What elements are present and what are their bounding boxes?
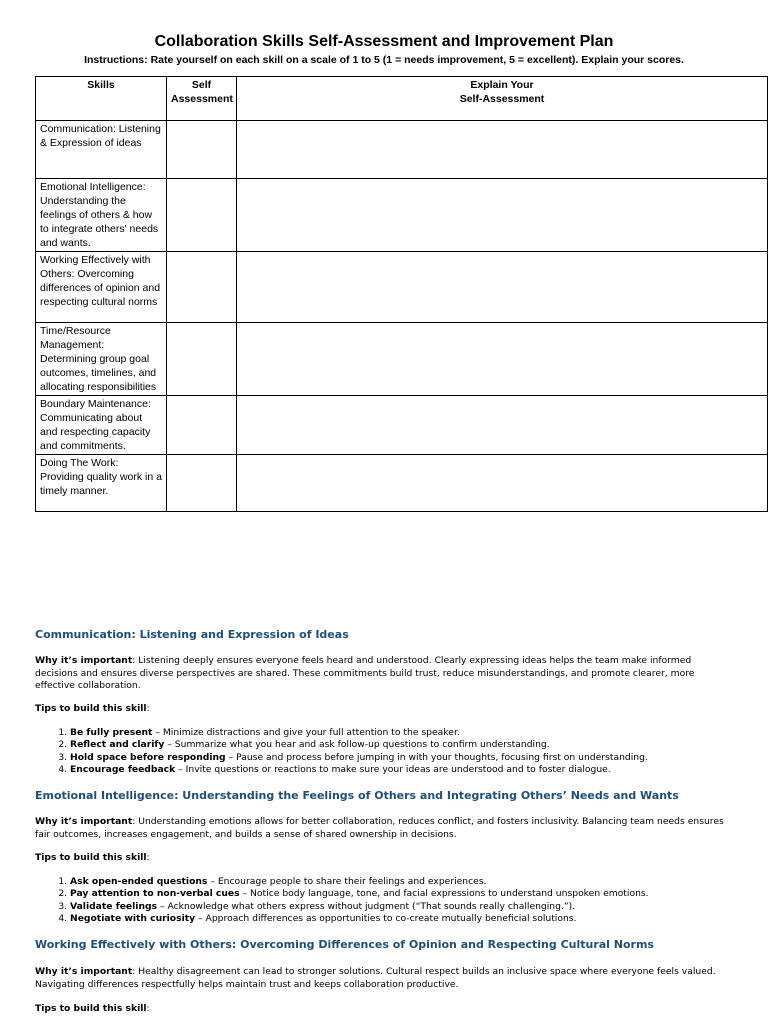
- explain-cell[interactable]: [237, 455, 768, 512]
- list-item: 1. Be fully present – Minimize distractions and give your full attention to the speaker.: [70, 727, 768, 739]
- skill-cell: Doing The Work: Providing quality work in a timely manner.: [36, 455, 167, 512]
- table-row: [36, 252, 768, 323]
- table-row: [36, 323, 768, 396]
- why-important-communication: Why it’s important: Listening deeply ensures everyone feels heard and understood. Clearly expressing ideas helps the team make informed decisions and ensures diverse perspectives are shared. These commitments build trust, reduce misunderstandings, and promote clearer, more effective collaboration.: [35, 655, 695, 691]
- why-important-emotional-intelligence: Why it’s important: Understanding emotions allows for better collaboration, reduces conflict, and fosters inclusivity. Balancing team needs ensures fair outcomes, increases engagement, and builds a sense of shared ownership in decisions.: [35, 816, 724, 840]
- document-title: Collaboration Skills Self-Assessment and Improvement Plan: [154, 33, 614, 50]
- self-score-cell[interactable]: [167, 252, 237, 323]
- self-score-cell[interactable]: [167, 323, 237, 396]
- skill-cell: Emotional Intelligence: Understanding the feelings of others & how to integrate others' needs and wants.: [36, 179, 167, 252]
- instructions: Instructions: Rate yourself on each skill on a scale of 1 to 5 (1 = needs improvement, 5 = excellent). Explain your scores.: [84, 54, 684, 66]
- why-important-working-with-others: Why it’s important: Healthy disagreement can lead to stronger solutions. Cultural respect builds an inclusive space where everyone feels valued. Navigating differences respectfully helps maintain trust and keeps collaboration productive.: [35, 966, 716, 990]
- explain-cell[interactable]: [237, 121, 768, 179]
- list-item: 2. Reflect and clarify – Summarize what you hear and ask follow-up questions to confirm understanding.: [70, 739, 768, 751]
- list-item: 3. Validate feelings – Acknowledge what others express without judgment (“That sounds really challenging.”).: [70, 901, 768, 913]
- header-self-assessment: Self Assessment: [167, 77, 237, 121]
- list-item: 4. Encourage feedback – Invite questions or reactions to make sure your ideas are understood and to foster dialogue.: [70, 764, 768, 776]
- self-assessment-table: [35, 76, 768, 512]
- self-score-cell[interactable]: [167, 455, 237, 512]
- table-row: [36, 455, 768, 512]
- tips-heading-communication: Tips to build this skill:: [35, 703, 150, 714]
- list-item: 2. Pay attention to non-verbal cues – Notice body language, tone, and facial expressions to understand unspoken emotions.: [70, 888, 768, 900]
- list-item: 1. Ask open-ended questions – Encourage people to share their feelings and experiences.: [70, 876, 768, 888]
- skill-cell: Boundary Maintenance: Communicating about and respecting capacity and commitments.: [36, 396, 167, 455]
- table-row: [36, 396, 768, 455]
- section-title-communication: Communication: Listening and Expression of Ideas: [35, 628, 349, 641]
- tips-heading-emotional-intelligence: Tips to build this skill:: [35, 852, 150, 863]
- table-row: [36, 179, 768, 252]
- skill-cell: Working Effectively with Others: Overcoming differences of opinion and respecting cultural norms: [36, 252, 167, 323]
- list-item: 4. Negotiate with curiosity – Approach differences as opportunities to co-create mutually beneficial solutions.: [70, 913, 768, 925]
- self-score-cell[interactable]: [167, 121, 237, 179]
- table-header-row: [36, 77, 768, 121]
- explain-cell[interactable]: [237, 396, 768, 455]
- table-row: [36, 121, 768, 179]
- header-skills: Skills: [36, 77, 167, 121]
- explain-cell[interactable]: [237, 179, 768, 252]
- skill-cell: Communication: Listening & Expression of ideas: [36, 121, 167, 179]
- explain-cell[interactable]: [237, 323, 768, 396]
- self-score-cell[interactable]: [167, 179, 237, 252]
- tips-list-emotional-intelligence: [35, 876, 768, 925]
- tips-list-communication: [35, 727, 768, 776]
- list-item: 3. Hold space before responding – Pause and process before jumping in with your thoughts, focusing first on understanding.: [70, 752, 768, 764]
- section-title-working-with-others: Working Effectively with Others: Overcoming Differences of Opinion and Respecting Cultural Norms: [35, 938, 654, 951]
- header-explain: Explain Your Self-Assessment: [237, 77, 768, 121]
- section-title-emotional-intelligence: Emotional Intelligence: Understanding the Feelings of Others and Integrating Others’ Needs and Wants: [35, 789, 679, 802]
- tips-heading-working-with-others: Tips to build this skill:: [35, 1003, 150, 1014]
- self-score-cell[interactable]: [167, 396, 237, 455]
- skill-cell: Time/Resource Management: Determining group goal outcomes, timelines, and allocating responsibilities: [36, 323, 167, 396]
- explain-cell[interactable]: [237, 252, 768, 323]
